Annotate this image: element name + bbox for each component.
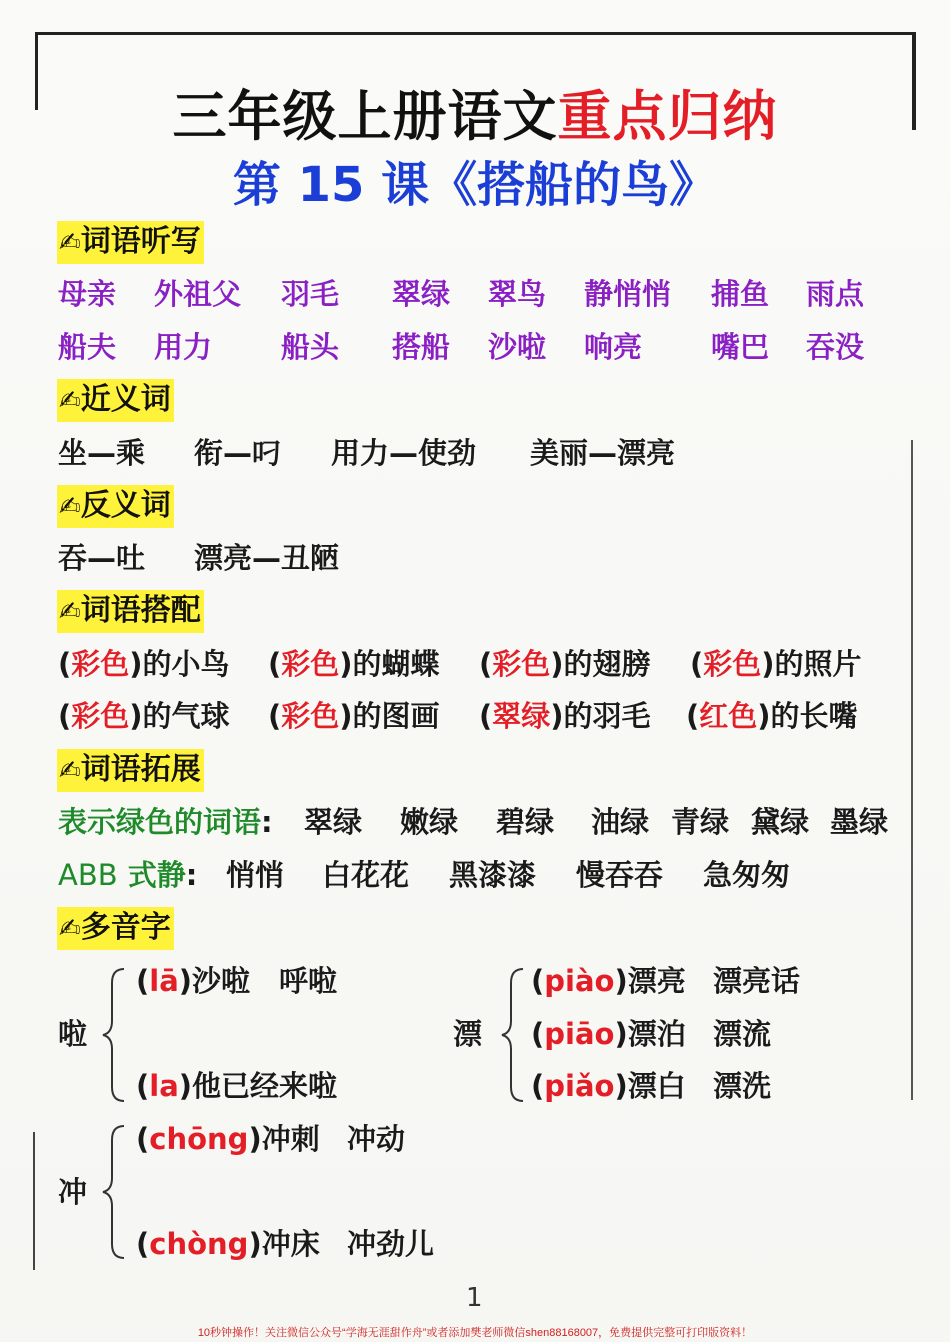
polyphone-word: 漂白: [627, 1069, 686, 1103]
collocation-adjective: 翠绿: [492, 699, 551, 733]
footer-notice: 10秒钟操作！关注微信公众号“学海无涯甜作舟”或者添加樊老师微信shen88168007，免费提供完整可打印版资料！: [197, 1327, 753, 1339]
antonym-pair: 漂亮—丑陋: [194, 541, 340, 575]
dictation-word: 响亮: [584, 330, 643, 364]
pinyin: chōng: [149, 1122, 249, 1156]
section-synonyms-label: 近义词: [80, 382, 171, 417]
pinyin: piǎo: [544, 1069, 615, 1103]
green-word: 油绿: [591, 805, 650, 839]
pen-icon: ✍: [59, 492, 81, 522]
collocation-item: (彩色)的气球: [58, 699, 230, 733]
polyphone-word: 漂流: [713, 1017, 772, 1051]
abb-word: 白花花: [322, 858, 410, 892]
pinyin: piāo: [544, 1017, 615, 1051]
dictation-word: 用力: [154, 330, 213, 364]
collocation-item: (红色)的长嘴: [686, 699, 858, 733]
section-synonyms-header: [57, 379, 174, 422]
dictation-word: 船头: [281, 330, 340, 364]
polyphone-word: 冲床: [261, 1227, 320, 1261]
polyphone-item: (la)他已经来啦: [136, 1069, 338, 1103]
pinyin: chòng: [149, 1227, 249, 1261]
green-word: 黛绿: [751, 805, 810, 839]
dictation-word: 捕鱼: [711, 277, 770, 311]
dictation-word: 雨点: [806, 277, 865, 311]
dictation-word: 外祖父: [154, 277, 242, 311]
dictation-word: 翠鸟: [488, 277, 547, 311]
polyphone-word: 漂亮: [627, 964, 686, 998]
title-main: 三年级上册语文: [172, 85, 558, 148]
dictation-word: 嘴巴: [711, 330, 770, 364]
polyphone-word: 漂亮话: [713, 964, 801, 998]
collocation-noun: 的气球: [142, 699, 230, 733]
pinyin: la: [149, 1069, 179, 1103]
synonym-pair: 美丽—漂亮: [530, 436, 676, 470]
polyphone-item: (piào)漂亮: [531, 964, 686, 998]
abb-word: 急匆匆: [703, 858, 791, 892]
section-polyphone-label: 多音字: [80, 910, 171, 945]
section-collocation-label: 词语搭配: [80, 593, 201, 628]
green-label-text: 表示绿色的词语: [58, 805, 262, 839]
pen-icon: ✍: [59, 756, 81, 786]
collocation-adjective: 彩色: [703, 647, 762, 681]
abb-word: 悄悄: [226, 858, 285, 892]
collocation-adjective: 彩色: [71, 699, 130, 733]
collocation-item: (彩色)的小鸟: [58, 647, 230, 681]
green-words-label: 表示绿色的词语:: [58, 805, 273, 839]
section-collocation-header: [57, 590, 204, 633]
pinyin: lā: [149, 964, 179, 998]
dictation-word: 母亲: [58, 277, 117, 311]
abb-word: 慢吞吞: [576, 858, 664, 892]
collocation-adjective: 彩色: [492, 647, 551, 681]
frame-left-line-bottom: [33, 1132, 35, 1270]
brace-icon: [499, 965, 527, 1105]
polyphone-word: 呼啦: [279, 964, 338, 998]
dictation-word: 吞没: [806, 330, 865, 364]
section-dictation-label: 词语听写: [80, 224, 201, 259]
collocation-noun: 的图画: [352, 699, 440, 733]
polyphone-word: 冲刺: [261, 1122, 320, 1156]
collocation-noun: 的小鸟: [142, 647, 230, 681]
synonym-pair: 衔—叼: [194, 436, 282, 470]
collocation-adjective: 彩色: [71, 647, 130, 681]
green-word: 嫩绿: [400, 805, 459, 839]
collocation-noun: 的蝴蝶: [352, 647, 440, 681]
antonym-pair: 吞—吐: [58, 541, 146, 575]
polyphone-word: 漂泊: [627, 1017, 686, 1051]
section-antonyms-label: 反义词: [80, 488, 171, 523]
polyphone-word: 他已经来啦: [192, 1069, 338, 1103]
pen-icon: ✍: [59, 914, 81, 944]
dictation-word: 沙啦: [488, 330, 547, 364]
frame-right-line-mid: [911, 440, 913, 1100]
page-number: 1: [466, 1283, 483, 1313]
polyphone-item: (piǎo)漂白: [531, 1069, 686, 1103]
abb-label-a: ABB: [58, 858, 118, 892]
polyphone-word: 沙啦: [192, 964, 251, 998]
brace-icon: [100, 965, 128, 1105]
dictation-word: 静悄悄: [584, 277, 672, 311]
section-polyphone-header: [57, 907, 174, 950]
collocation-noun: 的长嘴: [770, 699, 858, 733]
collocation-noun: 的羽毛: [563, 699, 651, 733]
title-highlight: 重点归纳: [557, 85, 778, 148]
dictation-word: 翠绿: [392, 277, 451, 311]
pinyin: piào: [544, 964, 615, 998]
frame-top-line: [36, 32, 916, 35]
polyphone-char: 冲: [58, 1175, 88, 1209]
pen-icon: ✍: [59, 597, 81, 627]
abb-word: 黑漆漆: [449, 858, 537, 892]
section-antonyms-header: [57, 485, 174, 528]
green-word: 墨绿: [830, 805, 889, 839]
polyphone-word: 漂洗: [713, 1069, 772, 1103]
collocation-adjective: 彩色: [281, 699, 340, 733]
collocation-noun: 的翅膀: [563, 647, 651, 681]
synonym-pair: 用力—使劲: [331, 436, 477, 470]
polyphone-item: (chōng)冲刺: [136, 1122, 320, 1156]
polyphone-item: (lā)沙啦: [136, 964, 251, 998]
lesson-subtitle: 第 15 课《搭船的鸟》: [232, 157, 718, 213]
collocation-item: (彩色)的蝴蝶: [268, 647, 440, 681]
polyphone-word: 冲劲儿: [347, 1227, 435, 1261]
collocation-item: (翠绿)的羽毛: [479, 699, 651, 733]
polyphone-word: 冲动: [347, 1122, 406, 1156]
polyphone-item: (chòng)冲床: [136, 1227, 320, 1261]
section-expansion-label: 词语拓展: [80, 752, 201, 787]
section-expansion-header: [57, 749, 204, 792]
green-word: 翠绿: [304, 805, 363, 839]
green-word: 碧绿: [496, 805, 555, 839]
dictation-word: 搭船: [392, 330, 451, 364]
abb-label: ABB 式静:: [58, 858, 198, 892]
collocation-noun: 的照片: [774, 647, 862, 681]
page-title: [0, 74, 950, 151]
synonym-pair: 坐—乘: [58, 436, 146, 470]
polyphone-char: 漂: [453, 1017, 483, 1051]
collocation-adjective: 彩色: [281, 647, 340, 681]
collocation-item: (彩色)的照片: [690, 647, 862, 681]
section-dictation-header: [57, 221, 204, 264]
collocation-item: (彩色)的翅膀: [479, 647, 651, 681]
green-word: 青绿: [671, 805, 730, 839]
pen-icon: ✍: [59, 386, 81, 416]
dictation-word: 羽毛: [281, 277, 340, 311]
dictation-word: 船夫: [58, 330, 117, 364]
collocation-adjective: 红色: [699, 699, 758, 733]
polyphone-item: (piāo)漂泊: [531, 1017, 686, 1051]
collocation-item: (彩色)的图画: [268, 699, 440, 733]
abb-label-b: 式静: [127, 858, 186, 892]
pen-icon: ✍: [59, 228, 81, 258]
polyphone-char: 啦: [58, 1017, 88, 1051]
brace-icon: [100, 1122, 128, 1262]
